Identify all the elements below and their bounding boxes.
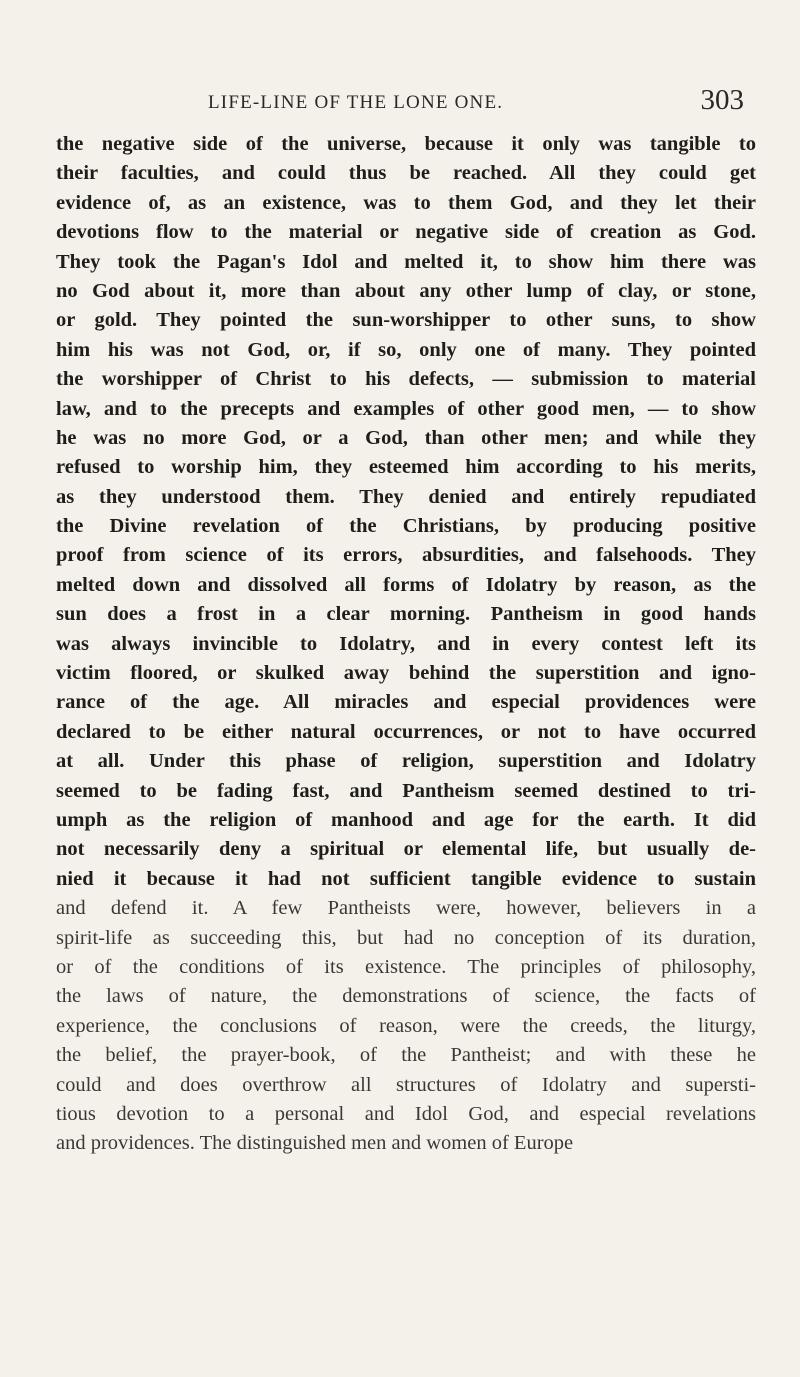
text-line: or gold. They pointed the sun-worshipper to other suns, to show [56, 309, 756, 332]
text-line: refused to worship him, they esteemed him according to his merits, [56, 456, 756, 479]
text-line: victim floored, or skulked away behind the superstition and igno- [56, 662, 756, 685]
text-line: or of the conditions of its existence. The principles of philosophy, [56, 955, 756, 978]
text-line: the negative side of the universe, because it only was tangible to [56, 133, 756, 155]
text-line: They took the Pagan's Idol and melted it, to show him there was [56, 250, 756, 273]
text-line: and providences. The distinguished men and women of Europe [56, 1132, 574, 1155]
text-line: evidence of, as an existence, was to them God, and they let their [56, 191, 756, 214]
running-title: LIFE-LINE OF THE LONE ONE. [208, 92, 504, 113]
text-line: proof from science of its errors, absurdities, and falsehoods. They [56, 544, 756, 567]
text-line: sun does a frost in a clear morning. Pantheism in good hands [56, 603, 756, 626]
text-line: melted down and dissolved all forms of Idolatry by reason, as the [56, 573, 756, 596]
text-line: their faculties, and could thus be reached. All they could get [56, 162, 756, 185]
text-line: he was no more God, or a God, than other men; and while they [56, 426, 756, 449]
text-line: declared to be either natural occurrences, or not to have occurred [56, 720, 756, 743]
text-line: was always invincible to Idolatry, and in every contest left its [56, 632, 756, 655]
text-line: devotions flow to the material or negative side of creation as God. [56, 221, 756, 244]
text-line: umph as the religion of manhood and age for the earth. It did [56, 808, 756, 831]
text-line: rance of the age. All miracles and especial providences were [56, 691, 756, 714]
text-line: as they understood them. They denied and entirely repudiated [56, 485, 756, 508]
text-line: the belief, the prayer-book, of the Pantheist; and with these he [56, 1044, 756, 1067]
page-number: 303 [700, 84, 744, 116]
text-line: the Divine revelation of the Christians, by producing positive [56, 515, 756, 538]
body-text [56, 130, 756, 1159]
text-line: not necessarily deny a spiritual or elemental life, but usually de- [56, 838, 756, 861]
text-line: seemed to be fading fast, and Pantheism seemed destined to tri- [56, 779, 756, 802]
text-line: the laws of nature, the demonstrations of science, the facts of [56, 985, 756, 1008]
text-line: spirit-life as succeeding this, but had no conception of its duration, [56, 926, 756, 949]
text-line: experience, the conclusions of reason, were the creeds, the liturgy, [56, 1014, 756, 1037]
text-line: and defend it. A few Pantheists were, however, believers in a [56, 897, 756, 920]
text-line: nied it because it had not sufficient tangible evidence to sustain [56, 867, 756, 890]
text-line: him his was not God, or, if so, only one of many. They pointed [56, 338, 756, 361]
text-line: no God about it, more than about any other lump of clay, or stone, [56, 279, 756, 302]
text-line: at all. Under this phase of religion, superstition and Idolatry [56, 750, 756, 773]
running-head [60, 84, 750, 126]
text-line: law, and to the precepts and examples of other good men, — to show [56, 397, 756, 420]
text-line: could and does overthrow all structures of Idolatry and supersti- [56, 1073, 756, 1096]
text-line: tious devotion to a personal and Idol God, and especial revelations [56, 1102, 756, 1125]
text-line: the worshipper of Christ to his defects, — submission to material [56, 368, 756, 391]
